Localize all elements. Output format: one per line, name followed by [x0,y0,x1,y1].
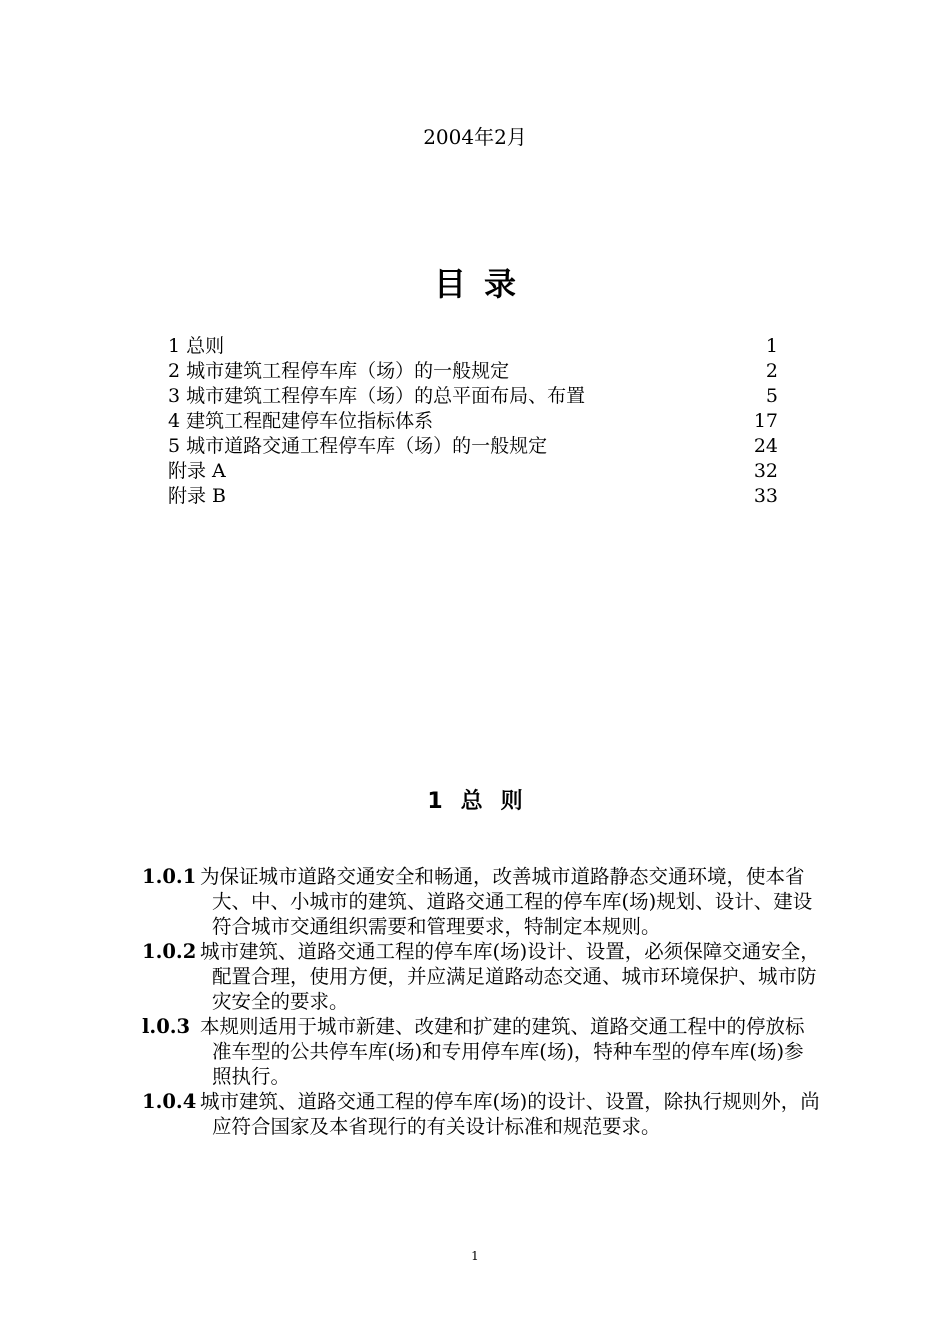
toc-entry-label: 附录 A [168,460,226,482]
toc-entry-page: 1 [765,335,778,357]
toc-entry-page: 24 [753,435,778,457]
clause-text: 城市建筑、道路交通工程的停车库(场)设计、设置，必须保障交通安全，配置合理，使用方便，并应满足道路动态交通、城市环境保护、城市防灾安全的要求。 [200,940,820,1013]
toc-entry-page: 32 [753,460,778,482]
clause [142,939,822,1014]
toc-entry[interactable] [168,334,778,359]
clause-text: 本规则适用于城市新建、改建和扩建的建筑、道路交通工程中的停放标准车型的公共停车库(场)和专用停车库(场)，特种车型的停车库(场)参照执行。 [200,1015,805,1088]
toc-entry-label: 1 总则 [168,335,225,357]
toc-entry-label: 2 城市建筑工程停车库（场）的一般规定 [168,360,510,382]
clause-number: 1.0.4 [142,1090,197,1113]
toc-entry[interactable] [168,409,778,434]
table-of-contents [168,334,778,509]
clause [142,1089,822,1139]
toc-entry-page: 2 [765,360,778,382]
toc-entry[interactable] [168,359,778,384]
clause-text: 为保证城市道路交通安全和畅通，改善城市道路静态交通环境，使本省大、中、小城市的建筑、道路交通工程的停车库(场)规划、设计、建设符合城市交通组织需要和管理要求，特制定本规则。 [200,865,813,938]
clause-number: 1.0.1 [142,865,197,888]
toc-entry-label: 5 城市道路交通工程停车库（场）的一般规定 [168,435,548,457]
toc-entry-page: 17 [753,410,778,432]
chapter-title-part2: 则 [500,789,523,814]
toc-entry[interactable] [168,459,778,484]
toc-entry-label: 4 建筑工程配建停车位指标体系 [168,410,434,432]
clause-number: 1.0.2 [142,940,197,963]
toc-entry-label: 附录 B [168,485,227,507]
document-date: 2004年2月 [423,125,527,149]
toc-entry[interactable] [168,384,778,409]
toc-entry-page: 5 [765,385,778,407]
chapter-title-part1: 总 [460,789,483,814]
clause [142,1014,822,1089]
chapter-number: 1 [427,789,443,814]
clause [142,864,822,939]
clause-list [142,864,822,1139]
toc-title: 目录 [433,265,534,303]
toc-entry-label: 3 城市建筑工程停车库（场）的总平面布局、布置 [168,385,586,407]
page-number: 1 [471,1249,479,1263]
chapter-heading [0,786,950,818]
toc-entry-page: 33 [753,485,778,507]
toc-entry[interactable] [168,484,778,509]
clause-number: l.0.3 [142,1015,191,1038]
toc-entry[interactable] [168,434,778,459]
clause-text: 城市建筑、道路交通工程的停车库(场)的设计、设置，除执行规则外，尚应符合国家及本省现行的有关设计标准和规范要求。 [200,1090,820,1138]
